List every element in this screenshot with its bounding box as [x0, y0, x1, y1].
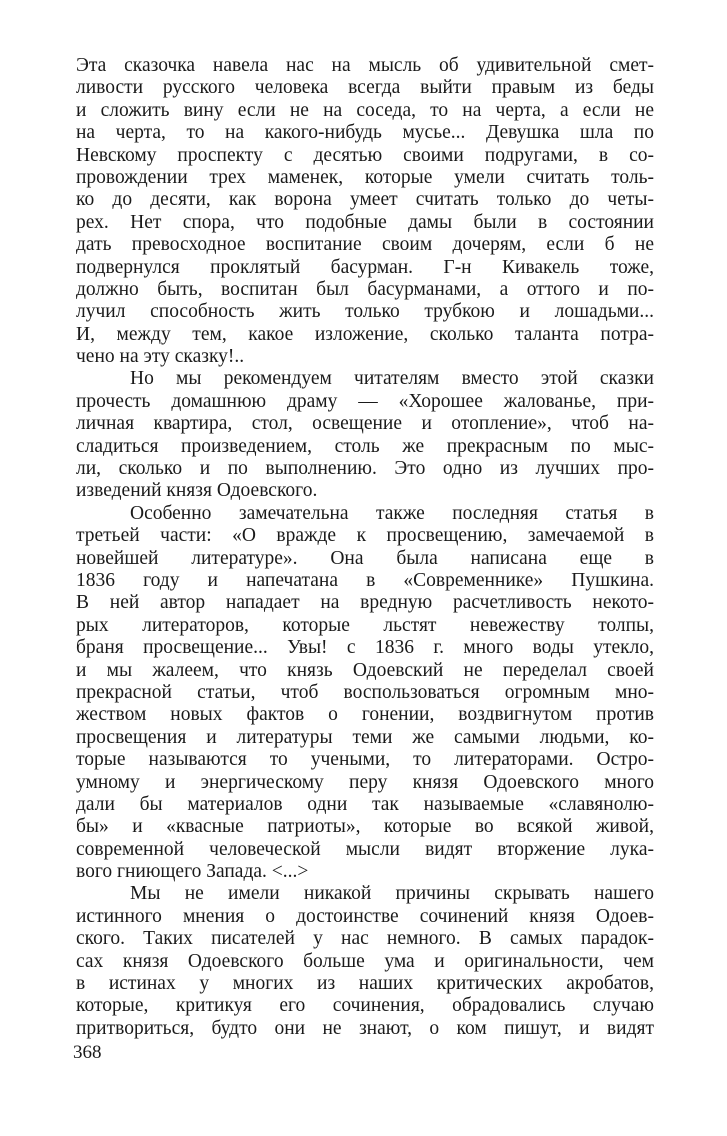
text-line: третьей части: «О вражде к просвещению, замечаемой в	[76, 525, 654, 547]
text-line: Мы не имели никакой причины скрывать нашего	[130, 883, 654, 905]
text-line: современной человеческой мысли видят вторжение лука-	[76, 838, 654, 860]
text-line: должно быть, воспитан был басурманами, а оттого и по-	[76, 278, 654, 300]
paragraph-3	[76, 503, 654, 884]
page-body-text	[76, 55, 654, 1040]
text-line: бы» и «квасные патриоты», которые во всякой живой,	[76, 816, 654, 838]
text-line: провождении трех маменек, которые умели считать толь-	[76, 166, 654, 188]
text-line: Невскому проспекту с десятью своими подругами, в со-	[76, 144, 654, 166]
page-number: 368	[73, 1042, 102, 1063]
text-line: истинного мнения о достоинстве сочинений князя Одоев-	[76, 905, 654, 927]
text-line: ли, сколько и по выполнению. Это одно из лучших про-	[76, 458, 654, 480]
text-line: дать превосходное воспитание своим дочерям, если б не	[76, 234, 654, 256]
text-line: рых литераторов, которые льстят невежеству толпы,	[76, 614, 654, 636]
text-line: лучил способность жить только трубкою и лошадьми...	[76, 301, 654, 323]
text-line: чено на эту сказку!..	[76, 346, 245, 368]
text-line: умному и энергическому перу князя Одоевского много	[76, 771, 654, 793]
text-line: 1836 году и напечатана в «Современнике» Пушкина.	[76, 569, 654, 591]
text-line: браня просвещение... Увы! с 1836 г. много воды утекло,	[76, 637, 654, 659]
text-line: вого гниющего Запада. <...>	[76, 861, 309, 883]
text-line: новейшей литературе». Она была написана еще в	[76, 547, 654, 569]
text-line: притвориться, будто они не знают, о ком пишут, и видят	[76, 1017, 654, 1039]
text-line: прочесть домашнюю драму — «Хорошее жалованье, при-	[76, 390, 654, 412]
text-line: ко до десяти, как ворона умеет считать только до четы-	[76, 189, 654, 211]
text-line: которые, критикуя его сочинения, обрадовались случаю	[76, 995, 654, 1017]
text-line: личная квартира, стол, освещение и отопление», чтоб на-	[76, 413, 654, 435]
paragraph-2	[76, 368, 654, 502]
text-line: В ней автор нападает на вредную расчетливость некото-	[76, 592, 654, 614]
text-line: прекрасной статьи, чтоб воспользоваться огромным мно-	[76, 681, 654, 703]
text-line: ского. Таких писателей у нас немного. В самых парадок-	[76, 928, 654, 950]
text-line: Особенно замечательна также последняя статья в	[130, 502, 654, 524]
text-line: и мы жалеем, что князь Одоевский не переделал своей	[76, 659, 654, 681]
paragraph-4	[76, 883, 654, 1040]
text-line: подвернулся проклятый басурман. Г-н Кивакель тоже,	[76, 256, 654, 278]
text-line: рех. Нет спора, что подобные дамы были в состоянии	[76, 211, 654, 233]
text-line: Но мы рекомендуем читателям вместо этой сказки	[130, 368, 654, 390]
text-line: И, между тем, какое изложение, сколько таланта потра-	[76, 323, 654, 345]
text-line: и сложить вину если не на соседа, то на черта, а если не	[76, 99, 654, 121]
text-line: дали бы материалов одни так называемые «славянолю-	[76, 793, 654, 815]
text-line: на черта, то на какого-нибудь мусье... Девушка шла по	[76, 122, 654, 144]
text-line: Эта сказочка навела нас на мысль об удивительной смет-	[76, 55, 654, 76]
text-line: в истинах у многих из наших критических акробатов,	[76, 973, 654, 995]
text-line: сах князя Одоевского больше ума и оригинальности, чем	[76, 950, 654, 972]
text-line: ливости русского человека всегда выйти правым из беды	[76, 77, 654, 99]
text-line: жеством новых фактов о гонении, воздвигнутом против	[76, 704, 654, 726]
text-line: изведений князя Одоевского.	[76, 480, 318, 502]
text-line: сладиться произведением, столь же прекрасным по мыс-	[76, 435, 654, 457]
text-line: торые называются то учеными, то литераторами. Остро-	[76, 749, 654, 771]
text-line: просвещения и литературы теми же самыми людьми, ко-	[76, 726, 654, 748]
paragraph-1	[76, 55, 654, 368]
